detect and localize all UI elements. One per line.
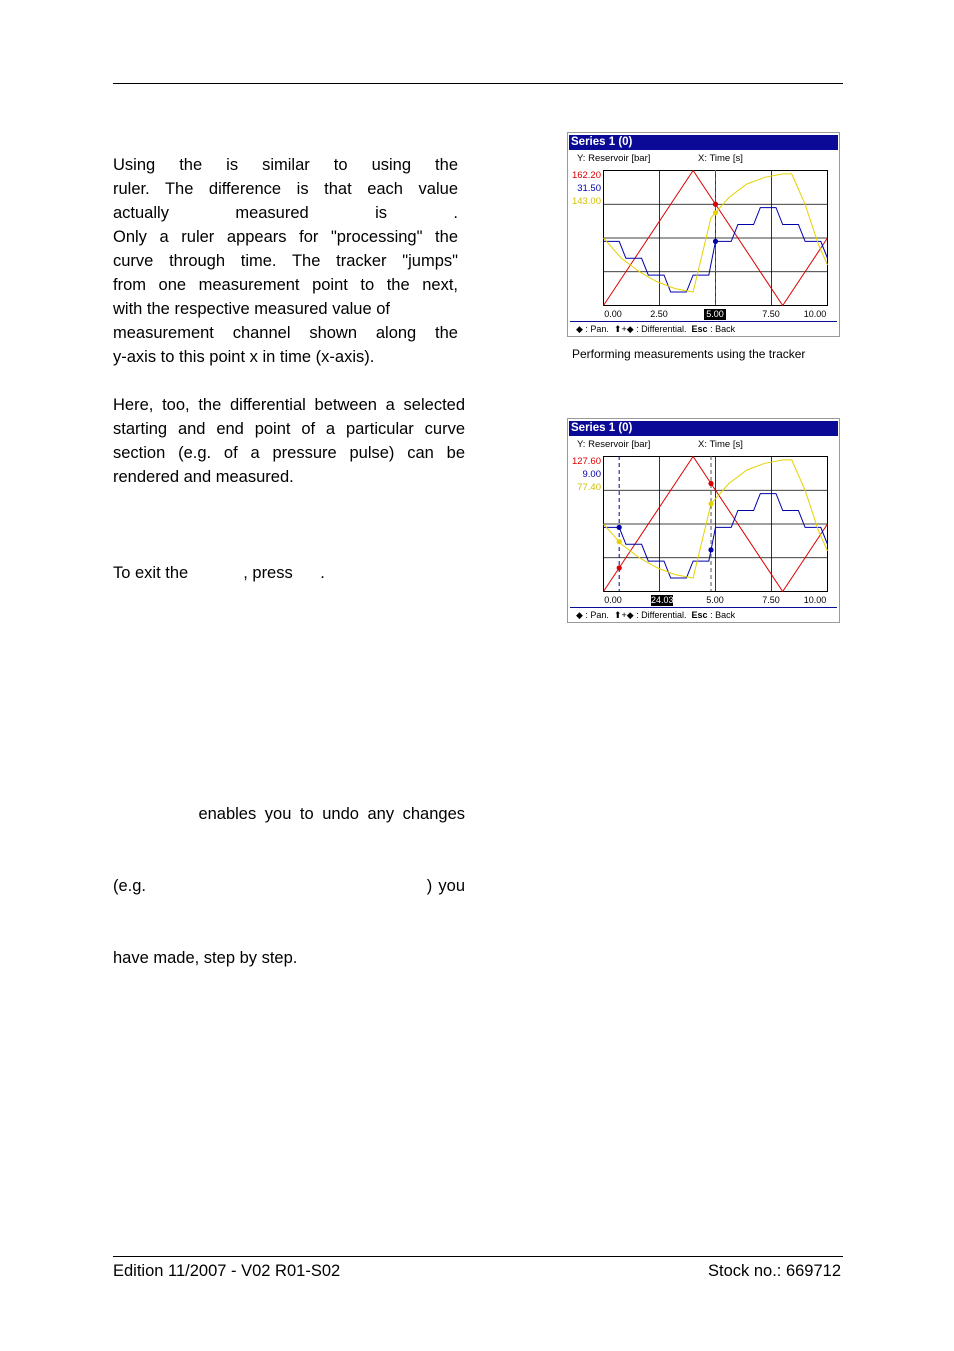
arrows-icon: ◆: [576, 324, 583, 334]
tracker-screenshot-1: [567, 132, 840, 337]
start-point-yellow: [617, 539, 622, 544]
footer-rule: [113, 1256, 843, 1257]
key-hints: [576, 609, 735, 621]
esc-key: Esc: [691, 324, 708, 334]
text-line: with the respective measured value of: [113, 300, 390, 318]
x-tick: 10.00: [803, 309, 827, 319]
tracker-point-blue: [708, 547, 713, 552]
hint-pan: : Pan.: [582, 324, 609, 334]
x-tick: 5.00: [706, 595, 724, 605]
header-rule: [113, 83, 843, 84]
text-line: from one measurement point to the next,: [113, 276, 458, 294]
window-title: Series 1 (0): [569, 135, 838, 150]
esc-key: Esc: [691, 610, 708, 620]
text-line: have made, step by step.: [113, 949, 298, 967]
figure-caption: Performing measurements using the tracker: [572, 347, 806, 361]
value-red: 162.20: [571, 170, 601, 181]
text-line: (e.g. ) you: [113, 877, 465, 895]
text-line: To exit the , press .: [113, 564, 325, 582]
shift-arrows-icon: ⬆+◆: [613, 324, 634, 334]
tracker-screenshot-2: [567, 418, 840, 623]
hint-differential: : Differential.: [633, 610, 687, 620]
hint-differential: : Differential.: [633, 324, 687, 334]
value-red: 127.60: [571, 456, 601, 467]
hint-back: : Back: [710, 324, 736, 334]
footer-edition: Edition 11/2007 - V02 R01-S02: [113, 1262, 341, 1280]
chart-plot: [603, 456, 828, 592]
text-line: Here, too, the differential between a selected: [113, 396, 465, 414]
hint-separator: [570, 321, 837, 322]
tracker-point-yellow: [713, 210, 718, 215]
tracker-point-blue: [713, 239, 718, 244]
text-line: section (e.g. of a pressure pulse) can be: [113, 444, 465, 462]
text-line: ruler. The difference is that each value: [113, 180, 458, 198]
text-line: Using the is similar to using the: [113, 156, 458, 174]
text-line: starting and end point of a particular curve: [113, 420, 465, 438]
tracker-point-red: [713, 202, 718, 207]
value-blue: 31.50: [577, 183, 601, 194]
x-axis-header: X: Time [s]: [698, 153, 743, 164]
arrows-icon: ◆: [576, 610, 583, 620]
value-yellow: 143.00: [571, 196, 601, 207]
x-tick: 0.00: [604, 309, 622, 319]
shift-arrows-icon: ⬆+◆: [613, 610, 634, 620]
text-line: Only a ruler appears for "processing" the: [113, 228, 458, 246]
hint-pan: : Pan.: [582, 610, 609, 620]
text-line: rendered and measured.: [113, 468, 294, 486]
x-tick-highlighted: 24.03: [651, 595, 674, 605]
tracker-point-red: [708, 481, 713, 486]
text-line: y-axis to this point x in time (x-axis).: [113, 348, 375, 366]
start-point-blue: [617, 525, 622, 530]
text-line: measurement channel shown along the: [113, 324, 458, 342]
paragraph-tracker-intro: [113, 153, 458, 369]
x-tick: 10.00: [803, 595, 827, 605]
hint-separator: [570, 607, 837, 608]
paragraph-differential: [113, 393, 465, 489]
text-line: curve through time. The tracker "jumps": [113, 252, 458, 270]
paragraph-undo: [113, 754, 465, 994]
text-line: actually measured is .: [113, 204, 458, 222]
x-axis-header: X: Time [s]: [698, 439, 743, 450]
text-line: enables you to undo any changes: [113, 805, 466, 823]
y-axis-header: Y: Reservoir [bar]: [577, 439, 651, 450]
tracker-point-yellow: [708, 501, 713, 506]
key-hints: [576, 323, 735, 335]
value-blue: 9.00: [582, 469, 601, 480]
x-tick: 7.50: [762, 309, 780, 319]
chart-plot: [603, 170, 828, 306]
x-tick: 2.50: [650, 309, 668, 319]
window-title: Series 1 (0): [569, 421, 838, 436]
footer-stock-number: Stock no.: 669712: [707, 1262, 841, 1280]
hint-back: : Back: [710, 610, 736, 620]
paragraph-exit: [113, 513, 465, 609]
x-tick: 0.00: [604, 595, 622, 605]
y-axis-header: Y: Reservoir [bar]: [577, 153, 651, 164]
start-point-red: [617, 565, 622, 570]
x-tick-highlighted: 5.00: [704, 309, 726, 320]
x-tick: 7.50: [762, 595, 780, 605]
value-yellow: 77.40: [577, 482, 601, 493]
